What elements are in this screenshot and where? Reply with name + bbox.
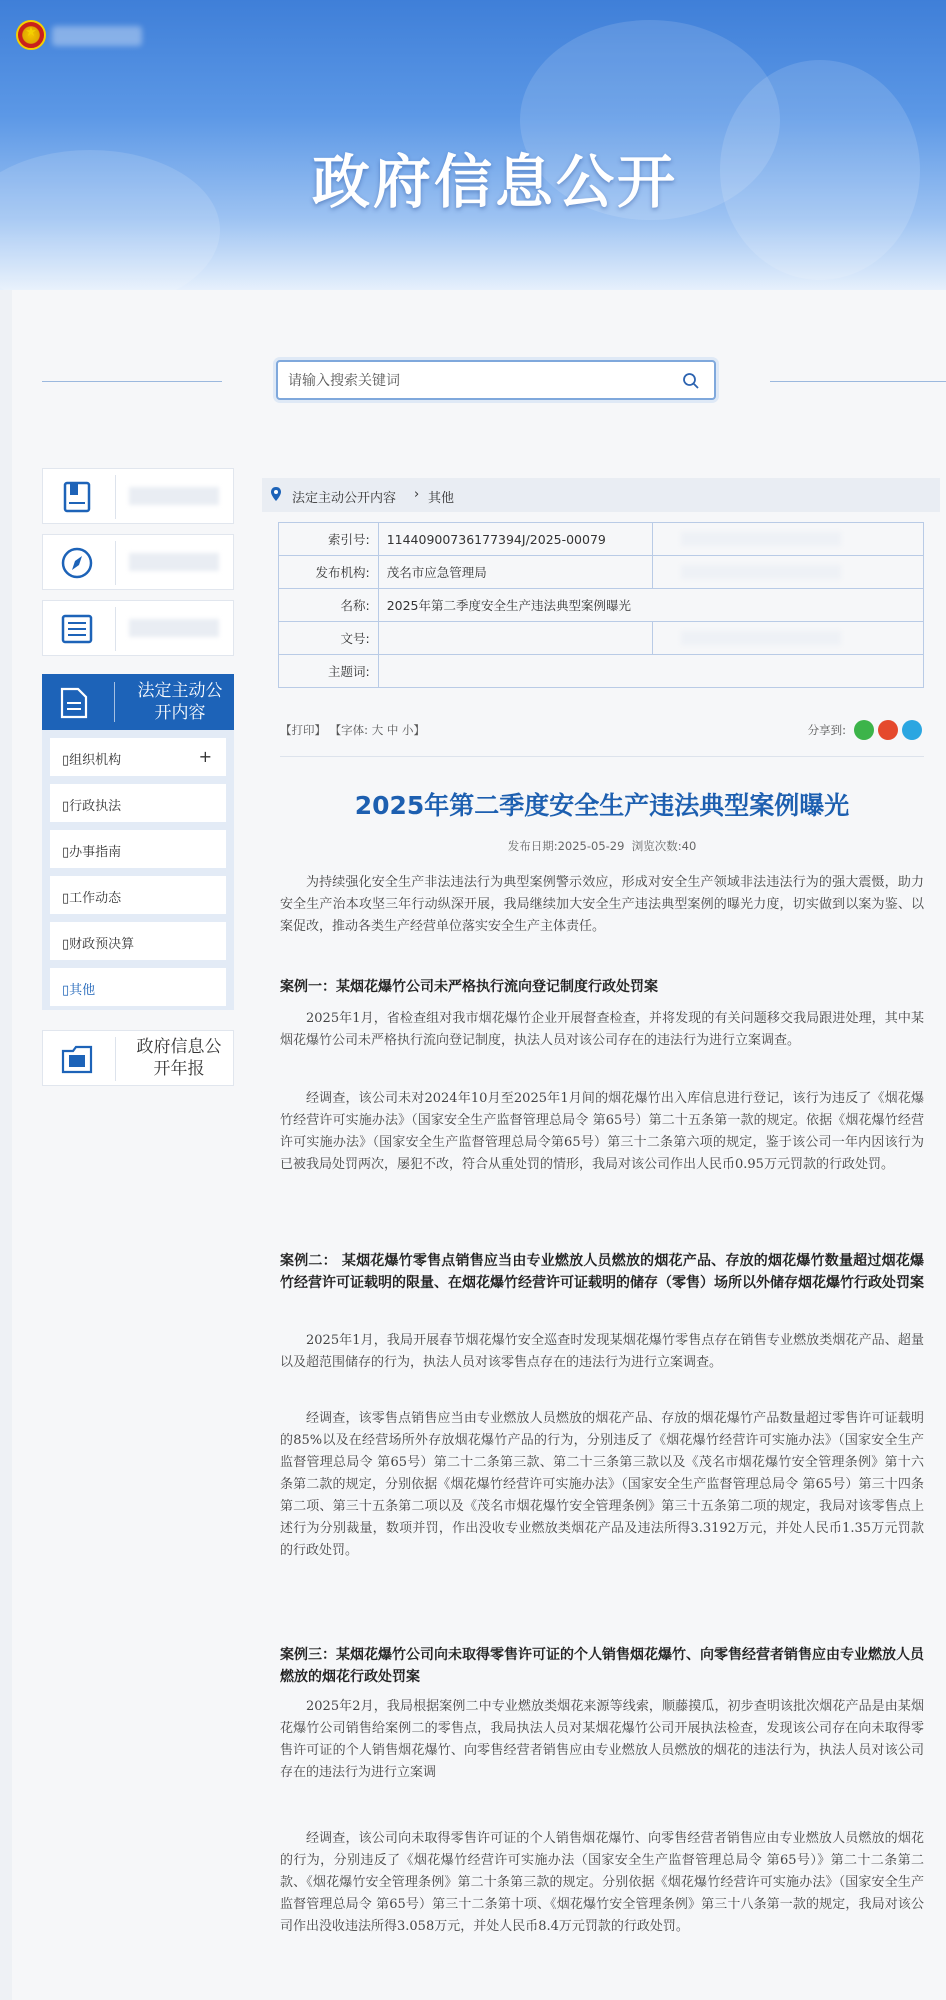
sidebar-item-label: 办事指南 xyxy=(69,845,122,860)
page-title: 政府信息公开 xyxy=(311,148,678,216)
sidebar-active-section[interactable] xyxy=(42,674,234,730)
qq-share-icon[interactable] xyxy=(902,720,922,740)
index-value: 11440900736177394J/2025-00079 xyxy=(378,523,653,556)
separator xyxy=(115,607,116,651)
sidebar-item-label: 组织机构 xyxy=(69,753,122,768)
compass-icon xyxy=(59,545,95,581)
sidebar-item-news[interactable] xyxy=(50,876,226,914)
topic-label: 主题词: xyxy=(279,655,379,688)
breadcrumb-separator: › xyxy=(414,487,420,502)
table-row xyxy=(279,655,924,688)
sidebar-nav-compass[interactable] xyxy=(42,534,234,590)
article-title: 2025年第二季度安全生产违法典型案例曝光 xyxy=(354,791,850,820)
docno-value xyxy=(378,622,653,655)
bookmark-icon: ▯ xyxy=(62,845,70,860)
case1-paragraph-1: 2025年1月，省检查组对我市烟花爆竹企业开展督查检查，并将发现的有关问题移交我局跟进处理，其中某烟花爆竹公司未严格执行流向登记制度，执法人员对该公司存在的违法行为进行立案调查。 xyxy=(280,1011,924,1048)
search-input[interactable] xyxy=(288,370,668,392)
font-small-button[interactable]: 小】 xyxy=(402,723,425,737)
bookmark-icon: ▯ xyxy=(62,983,70,998)
table-row xyxy=(279,556,924,589)
sidebar-item-enforcement[interactable] xyxy=(50,784,226,822)
blurred-cell xyxy=(653,622,924,655)
font-large-button[interactable]: 大 xyxy=(371,723,384,737)
sidebar-item-label: 工作动态 xyxy=(69,891,122,906)
table-row xyxy=(279,622,924,655)
article-intro: 为持续强化安全生产非法违法行为典型案例警示效应，形成对安全生产领域非法违法行为的强大震慑，助力安全生产治本攻坚三年行动纵深开展，我局继续加大安全生产违法典型案例的曝光力度，切实做到以案为鉴、以案促改，推动各类生产经营单位落实安全生产主体责任。 xyxy=(280,875,924,934)
sidebar-active-label: 法定主动公开内容 xyxy=(137,681,223,723)
metadata-table xyxy=(278,522,924,688)
sidebar-item-org[interactable] xyxy=(50,738,226,776)
search-divider-left xyxy=(42,381,222,382)
docno-label: 文号: xyxy=(279,622,379,655)
publish-date: 2025-05-29 xyxy=(557,839,625,853)
print-button[interactable]: 【打印】 xyxy=(280,723,326,737)
case3-paragraph-2: 经调查，该公司向未取得零售许可证的个人销售烟花爆竹、向零售经营者销售应由专业燃放人员燃放的烟花的行为，分别违反了《烟花爆竹经营许可实施办法（国家安全生产监督管理总局令 第65号）》第二十二条第二款、《烟花爆竹安全管理条例》第二十条第三款的规定。分别依据《烟花爆竹经营许可实施办法》（国家安全生产监督管理总局令 第65号）第三十二条第十项、《烟花爆竹安全管理条例》第三十八条第一款的规定，我局对该公司作出没收违法所得3.058万元，并处人民币8.4万元罚款的行政处罚。 xyxy=(280,1831,924,1934)
sidebar-item-budget[interactable] xyxy=(50,922,226,960)
breadcrumb xyxy=(262,478,940,512)
sidebar-nav-book[interactable] xyxy=(42,468,234,524)
sidebar-item-label: 财政预决算 xyxy=(69,937,135,952)
case3-title: 案例三：某烟花爆竹公司向未取得零售许可证的个人销售烟花爆竹、向零售经营者销售应由专业燃放人员燃放的烟花行政处罚案 xyxy=(280,1647,924,1685)
header-banner xyxy=(0,0,946,290)
index-label: 索引号: xyxy=(279,523,379,556)
blurred-label xyxy=(129,487,219,505)
search-divider-right xyxy=(770,381,946,382)
divider xyxy=(280,756,924,757)
blurred-cell xyxy=(653,556,924,589)
bookmark-icon: ▯ xyxy=(62,799,70,814)
separator xyxy=(115,1037,116,1081)
breadcrumb-section-link[interactable]: 法定主动公开内容 xyxy=(292,491,397,506)
list-icon xyxy=(59,611,95,647)
wechat-share-icon[interactable] xyxy=(854,720,874,740)
search-box xyxy=(276,360,716,400)
blurred-label xyxy=(129,619,219,637)
views-label: 浏览次数: xyxy=(631,839,682,853)
annual-report-label: 政府信息公开年报 xyxy=(136,1037,222,1079)
sidebar-item-other[interactable] xyxy=(50,968,226,1006)
separator xyxy=(114,682,115,722)
date-label: 发布日期: xyxy=(507,839,558,853)
name-value: 2025年第二季度安全生产违法典型案例曝光 xyxy=(378,589,923,622)
sidebar-item-guide[interactable] xyxy=(50,830,226,868)
book-icon xyxy=(59,479,95,515)
case1-title: 案例一：某烟花爆竹公司未严格执行流向登记制度行政处罚案 xyxy=(280,979,658,995)
blurred-cell xyxy=(653,523,924,556)
document-icon xyxy=(58,686,90,720)
separator xyxy=(115,475,116,519)
case3-paragraph-1: 2025年2月，我局根据案例二中专业燃放类烟花来源等线索，顺藤摸瓜，初步查明该批次烟花产品是由某烟花爆竹公司销售给案例二的零售点，我局执法人员对某烟花爆竹公司开展执法检查，发现该公司存在向未取得零售许可证的个人销售烟花爆竹、向零售经营者销售应由专业燃放人员燃放的烟花的违法行为，执法人员对该公司存在的违法行为进行立案调 xyxy=(280,1699,924,1780)
publish-info xyxy=(280,838,924,854)
publisher-value: 茂名市应急管理局 xyxy=(378,556,653,589)
breadcrumb-current[interactable]: 其他 xyxy=(428,491,455,506)
article-tools xyxy=(280,720,924,740)
case2-paragraph-2: 经调查，该零售点销售应当由专业燃放人员燃放的烟花产品、存放的烟花爆竹产品数量超过零售许可证载明的85%以及在经营场所外存放烟花爆竹产品的行为，分别违反了《烟花爆竹经营许可实施办法》（国家安全生产监督管理总局令 第65号）第二十二条第三款、第二十三条第三款以及《茂名市烟花爆竹安全管理条例》第十六条第二款的规定，分别依据《烟花爆竹经营许可实施办法》（国家安全生产监督管理总局令 第65号）第三十四条第二项、第三十五条第二项以及《茂名市烟花爆竹安全管理条例》第三十五条第二项的规定，我局对该零售点上述行为分别裁量，数项并罚，作出没收专业燃放类烟花产品及违法所得3.3192万元，并处人民币1.35万元罚款的行政处罚。 xyxy=(280,1411,924,1558)
font-medium-button[interactable]: 中 xyxy=(386,723,399,737)
table-row xyxy=(279,523,924,556)
national-emblem-icon: ★ xyxy=(16,20,46,50)
sidebar-submenu xyxy=(42,730,234,1010)
share-label: 分享到: xyxy=(807,723,846,737)
table-row xyxy=(279,589,924,622)
sidebar-annual-report[interactable] xyxy=(42,1030,234,1086)
location-pin-icon xyxy=(270,486,282,502)
publisher-label: 发布机构: xyxy=(279,556,379,589)
report-folder-icon xyxy=(59,1041,97,1077)
bookmark-icon: ▯ xyxy=(62,891,70,906)
bookmark-icon: ▯ xyxy=(62,753,70,768)
site-title-blurred xyxy=(52,26,142,46)
sidebar-nav-list[interactable] xyxy=(42,600,234,656)
separator xyxy=(115,541,116,585)
case2-title: 案例二： 某烟花爆竹零售点销售应当由专业燃放人员燃放的烟花产品、存放的烟花爆竹数量超过烟花爆竹经营许可证载明的限量、在烟花爆竹经营许可证载明的储存（零售）场所以外储存烟花爆竹行政处罚案 xyxy=(280,1253,924,1291)
sidebar-item-label: 行政执法 xyxy=(69,799,122,814)
sidebar-item-label: 其他 xyxy=(69,983,96,998)
topic-value xyxy=(378,655,923,688)
case2-paragraph-1: 2025年1月，我局开展春节烟花爆竹安全巡查时发现某烟花爆竹零售点存在销售专业燃放类烟花产品、超量以及超范围储存的行为，执法人员对该零售点存在的违法行为进行立案调查。 xyxy=(280,1333,924,1370)
expand-icon[interactable]: + xyxy=(198,747,212,766)
name-label: 名称: xyxy=(279,589,379,622)
bookmark-icon: ▯ xyxy=(62,937,70,952)
view-count: 40 xyxy=(681,839,697,853)
blurred-label xyxy=(129,553,219,571)
case1-paragraph-2: 经调查，该公司未对2024年10月至2025年1月间的烟花爆竹出入库信息进行登记，该行为违反了《烟花爆竹经营许可实施办法》（国家安全生产监督管理总局令 第65号）第二十五条第一款的规定。依据《烟花爆竹经营许可实施办法》（国家安全生产监督管理总局令第65号）第三十二条第六项的规定，鉴于该公司一年内因该行为已被我局处罚两次，屡犯不改，符合从重处罚的情形，我局对该公司作出人民币0.95万元罚款的行政处罚。 xyxy=(280,1091,924,1172)
font-size-label: 【字体: xyxy=(329,723,369,737)
weibo-share-icon[interactable] xyxy=(878,720,898,740)
search-icon[interactable] xyxy=(682,372,700,390)
